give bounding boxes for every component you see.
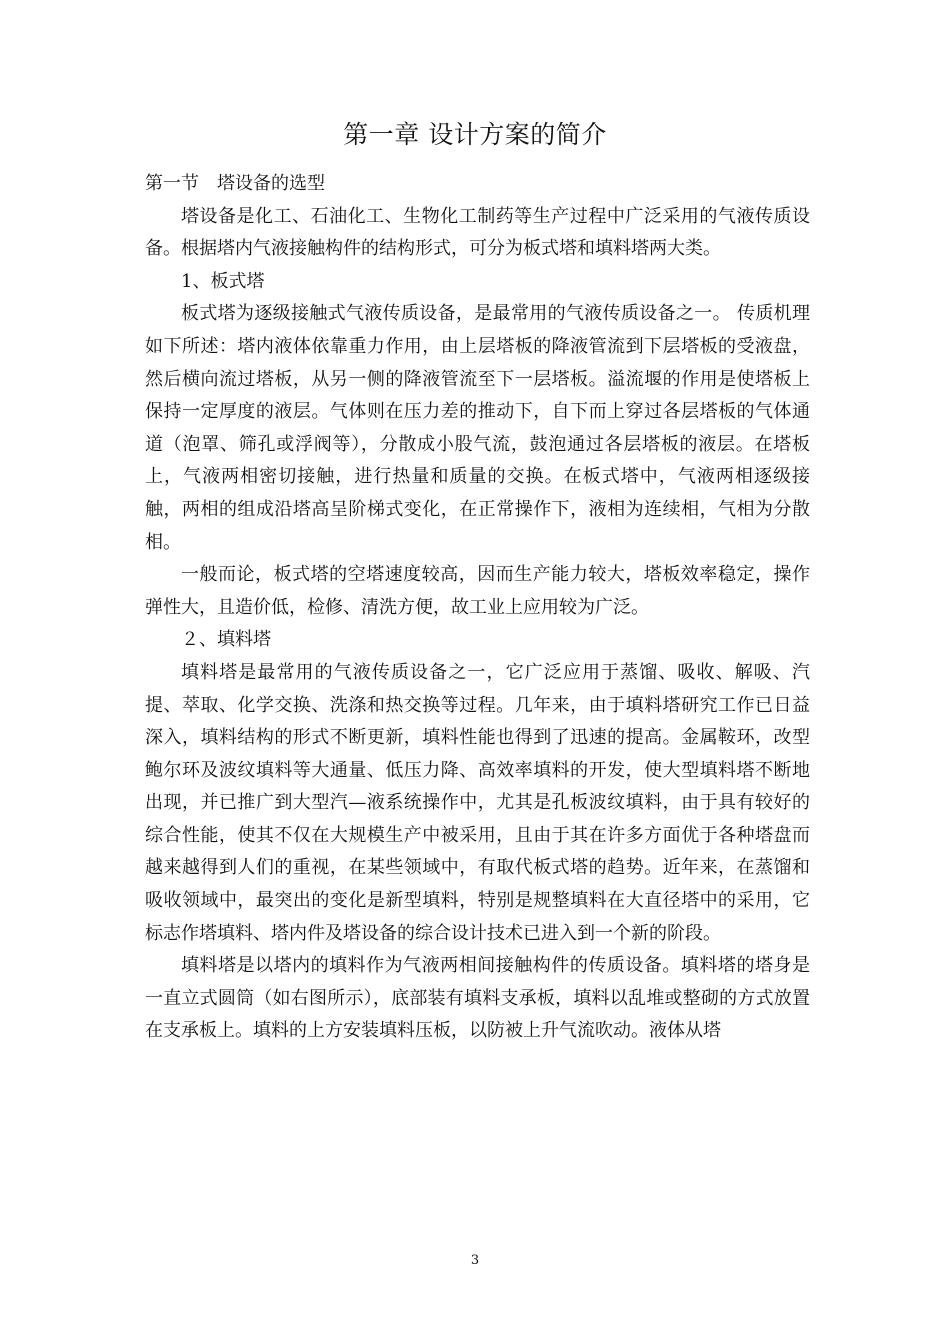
paragraph-plate-tower-summary: 一般而论，板式塔的空塔速度较高，因而生产能力较大，塔板效率稳定，操作弹性大，且造价低，检修、清洗方便，故工业上应用较为广泛。 [145, 564, 810, 618]
chapter-title: 第一章 设计方案的简介 [343, 120, 607, 149]
body-text [145, 168, 810, 1048]
paragraph-text-emphasis: 泡罩、筛孔或浮阀等 [182, 433, 352, 455]
paragraph-packed-tower-overview: 填料塔是最常用的气液传质设备之一，它广泛应用于蒸馏、吸收、解吸、汽提、萃取、化学交换、洗涤和热交换等过程。几年来，由于填料塔研究工作已日益深入，填料结构的形式不断更新，填料性能也得到了迅速的提高。金属鞍环，改型鲍尔环及波纹填料等大通量、低压力降、高效率填料的开发，使大型填料塔不断地出现，并已推广到大型汽—液系统操作中，尤其是孔板波纹填料，由于具有较好的综合性能，使其不仅在大规模生产中被采用，且由于其在许多方面优于各种塔盘而越来越得到人们的重视，在某些领域中，有取代板式塔的趋势。近年来，在蒸馏和吸收领域中，最突出的变化是新型填料，特别是规整填料在大直径塔中的采用，它标志作塔填料、塔内件及塔设备的综合设计技术已进入到一个新的阶段。 [145, 661, 810, 944]
page-number: 3 [470, 1253, 480, 1268]
section-heading: 第一节 塔设备的选型 [145, 173, 325, 194]
paragraph-text: 板式塔为逐级接触式气液传质设备，是最常用的气液传质设备之一。 传质机理如下所述：塔内液体依靠重力作用，由上层塔板的降液管流到下层塔板的受液盘，然后横向流过塔板，从另一侧的降液管流至下一层塔板。溢流堰的作用是使塔板上保持一定厚度的液层。气体则在压力差的推动下，自下而上穿过各层塔板的气体通道（ [145, 303, 810, 455]
paragraph-plate-tower-mechanism [145, 298, 810, 559]
paragraph-text: ），分散成小股气流，鼓泡通过各层塔板的液层。在塔板上，气液两相密切接触，进行热量和质量的交换。在板式塔中，气液两相逐级接触，两相的组成沿塔高呈阶梯式变化，在正常操作下，液相为连续相，气相为分散相。 [145, 433, 811, 553]
subsection-heading-packed-tower: ２、填料塔 [181, 629, 271, 651]
subsection-heading-plate-tower: 1、板式塔 [181, 270, 265, 292]
paragraph-packed-tower-structure: 填料塔是以塔内的填料作为气液两相间接触构件的传质设备。填料塔的塔身是一直立式圆筒（如右图所示），底部装有填料支承板，填料以乱堆或整砌的方式放置在支承板上。填料的上方安装填料压板，以防被上升气流吹动。液体从塔 [145, 955, 810, 1042]
paragraph-intro: 塔设备是化工、石油化工、生物化工制药等生产过程中广泛采用的气液传质设备。根据塔内气液接触构件的结构形式，可分为板式塔和填料塔两大类。 [145, 205, 810, 260]
